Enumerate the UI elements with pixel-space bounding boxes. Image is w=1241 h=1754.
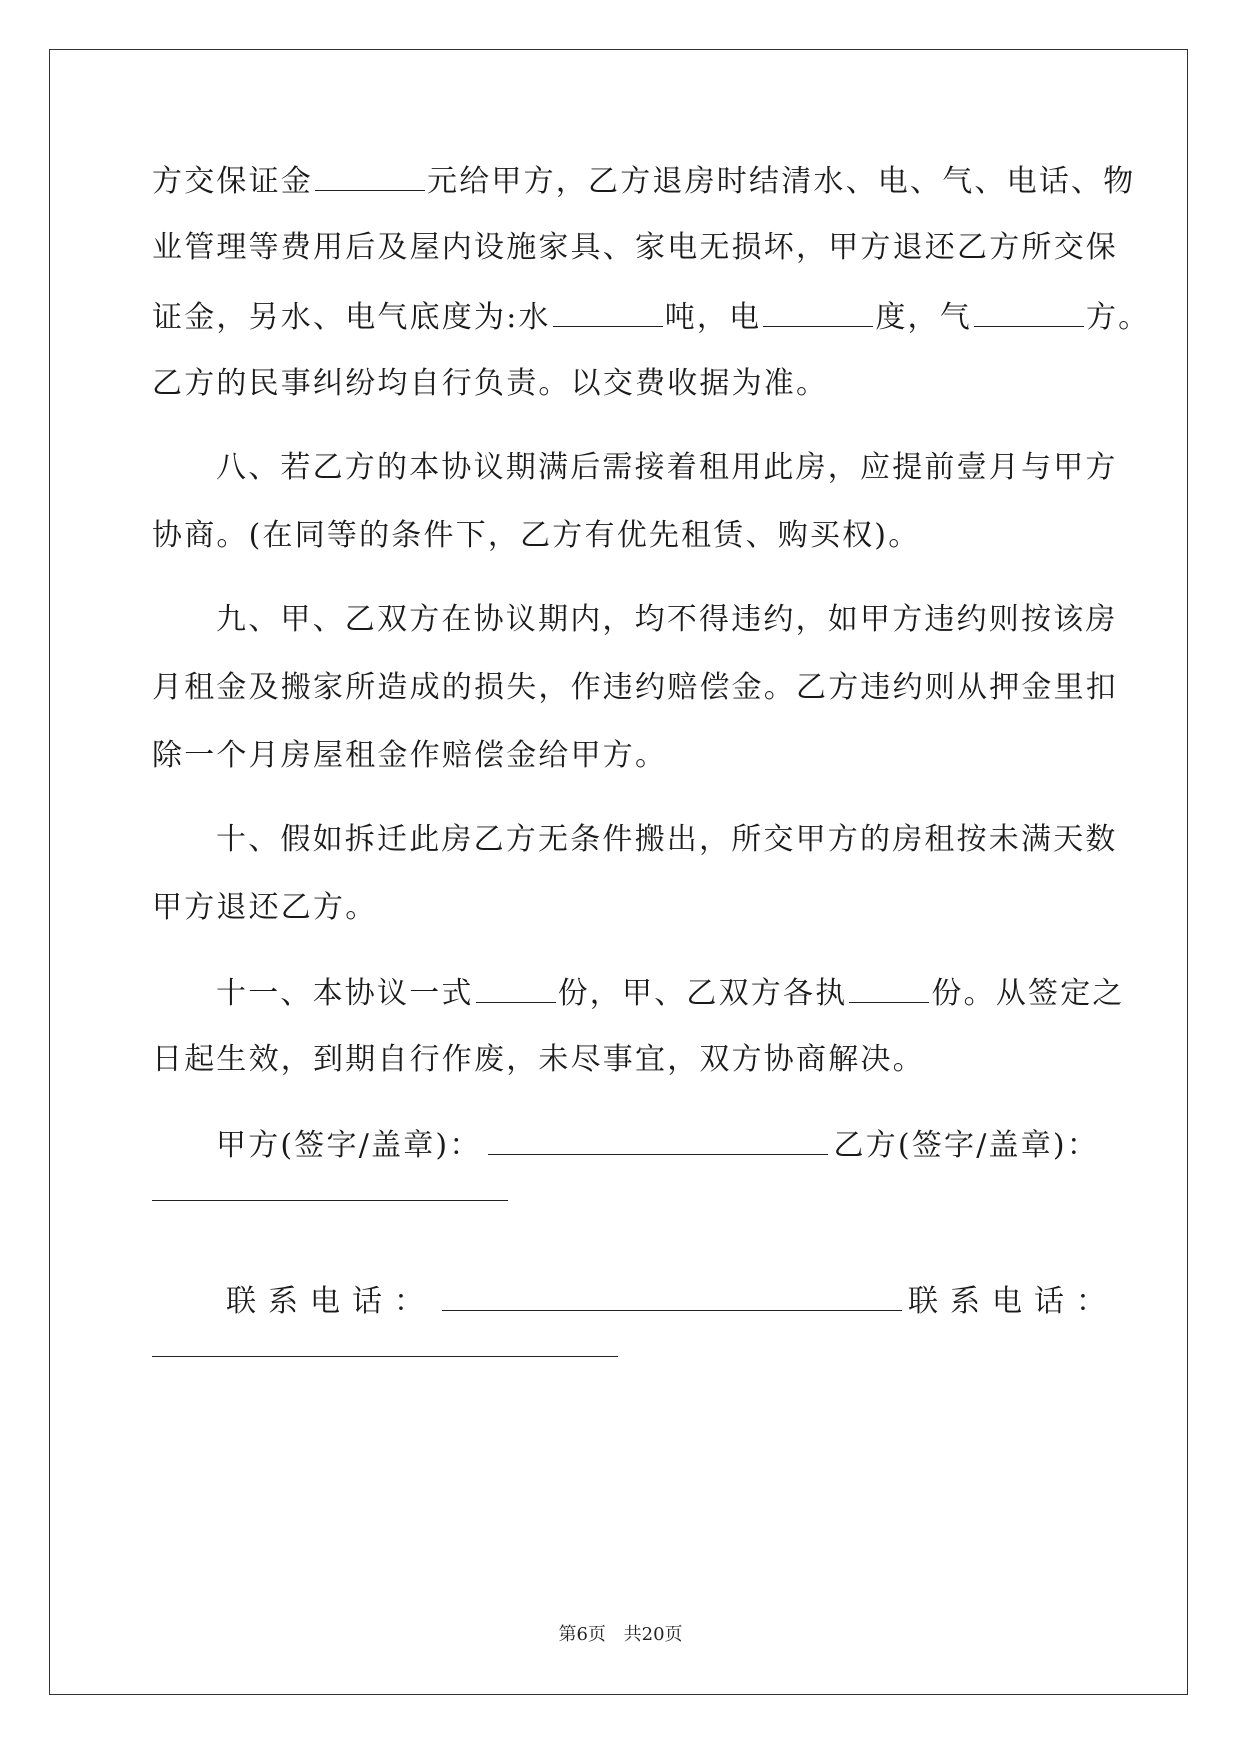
text-segment: 方。 xyxy=(1085,300,1151,335)
fill-blank-each-copies xyxy=(849,972,929,1003)
fill-blank-deposit xyxy=(315,160,425,191)
text-segment: 份。从签定之 xyxy=(931,976,1125,1011)
text-segment: 吨，电 xyxy=(664,300,762,335)
fill-blank-electricity xyxy=(763,296,873,327)
text-line: 乙方的民事纠纷均自行负责。以交费收据为准。 xyxy=(152,366,829,401)
party-b-label: 乙方(签字/盖章)： xyxy=(833,1128,1100,1163)
phone-a-blank xyxy=(442,1280,902,1311)
text-line xyxy=(216,972,1125,1012)
text-line xyxy=(152,296,1150,336)
text-segment: 证金，另水、电气底度为:水 xyxy=(152,300,551,335)
signature-line-a xyxy=(216,1124,1099,1164)
fill-blank-gas xyxy=(974,296,1084,327)
text-segment: 元给甲方，乙方退房时结清水、电、气、电话、物 xyxy=(427,164,1136,199)
page-total: 共20页 xyxy=(623,1624,683,1645)
text-line: 甲方退还乙方。 xyxy=(152,890,378,925)
phone-line xyxy=(226,1280,1118,1320)
text-segment: 份，甲、乙双方各执 xyxy=(557,976,848,1011)
text-line: 日起生效，到期自行作废，未尽事宜，双方协商解决。 xyxy=(152,1042,925,1077)
text-line: 九、甲、乙双方在协议期内，均不得违约，如甲方违约则按该房 xyxy=(216,602,1118,637)
fill-blank-water xyxy=(553,296,663,327)
text-line: 十、假如拆迁此房乙方无条件搬出，所交甲方的房租按未满天数 xyxy=(216,822,1118,857)
text-segment: 度，气 xyxy=(875,300,972,335)
party-a-label: 甲方(签字/盖章)： xyxy=(216,1128,482,1163)
text-line: 除一个月房屋租金作赔偿金给甲方。 xyxy=(152,738,668,773)
phone-a-label: 联系电话： xyxy=(226,1284,436,1319)
text-segment: 方交保证金 xyxy=(152,164,313,199)
phone-b-blank xyxy=(152,1356,618,1357)
text-segment: 十一、本协议一式 xyxy=(216,976,474,1011)
party-a-signature-blank xyxy=(488,1124,828,1155)
page-number: 第6页 xyxy=(558,1624,606,1645)
text-line xyxy=(152,160,1135,200)
text-line: 协商。(在同等的条件下，乙方有优先租赁、购买权)。 xyxy=(152,518,921,553)
party-b-signature-blank xyxy=(152,1200,508,1201)
text-line: 八、若乙方的本协议期满后需接着租用此房，应提前壹月与甲方 xyxy=(216,450,1118,485)
text-line: 月租金及搬家所造成的损失，作违约赔偿金。乙方违约则从押金里扣 xyxy=(152,670,1118,705)
fill-blank-copies xyxy=(476,972,556,1003)
text-line: 业管理等费用后及屋内设施家具、家电无损坏，甲方退还乙方所交保 xyxy=(152,230,1118,265)
page-footer xyxy=(0,1620,1241,1646)
phone-b-label: 联系电话： xyxy=(908,1284,1118,1319)
